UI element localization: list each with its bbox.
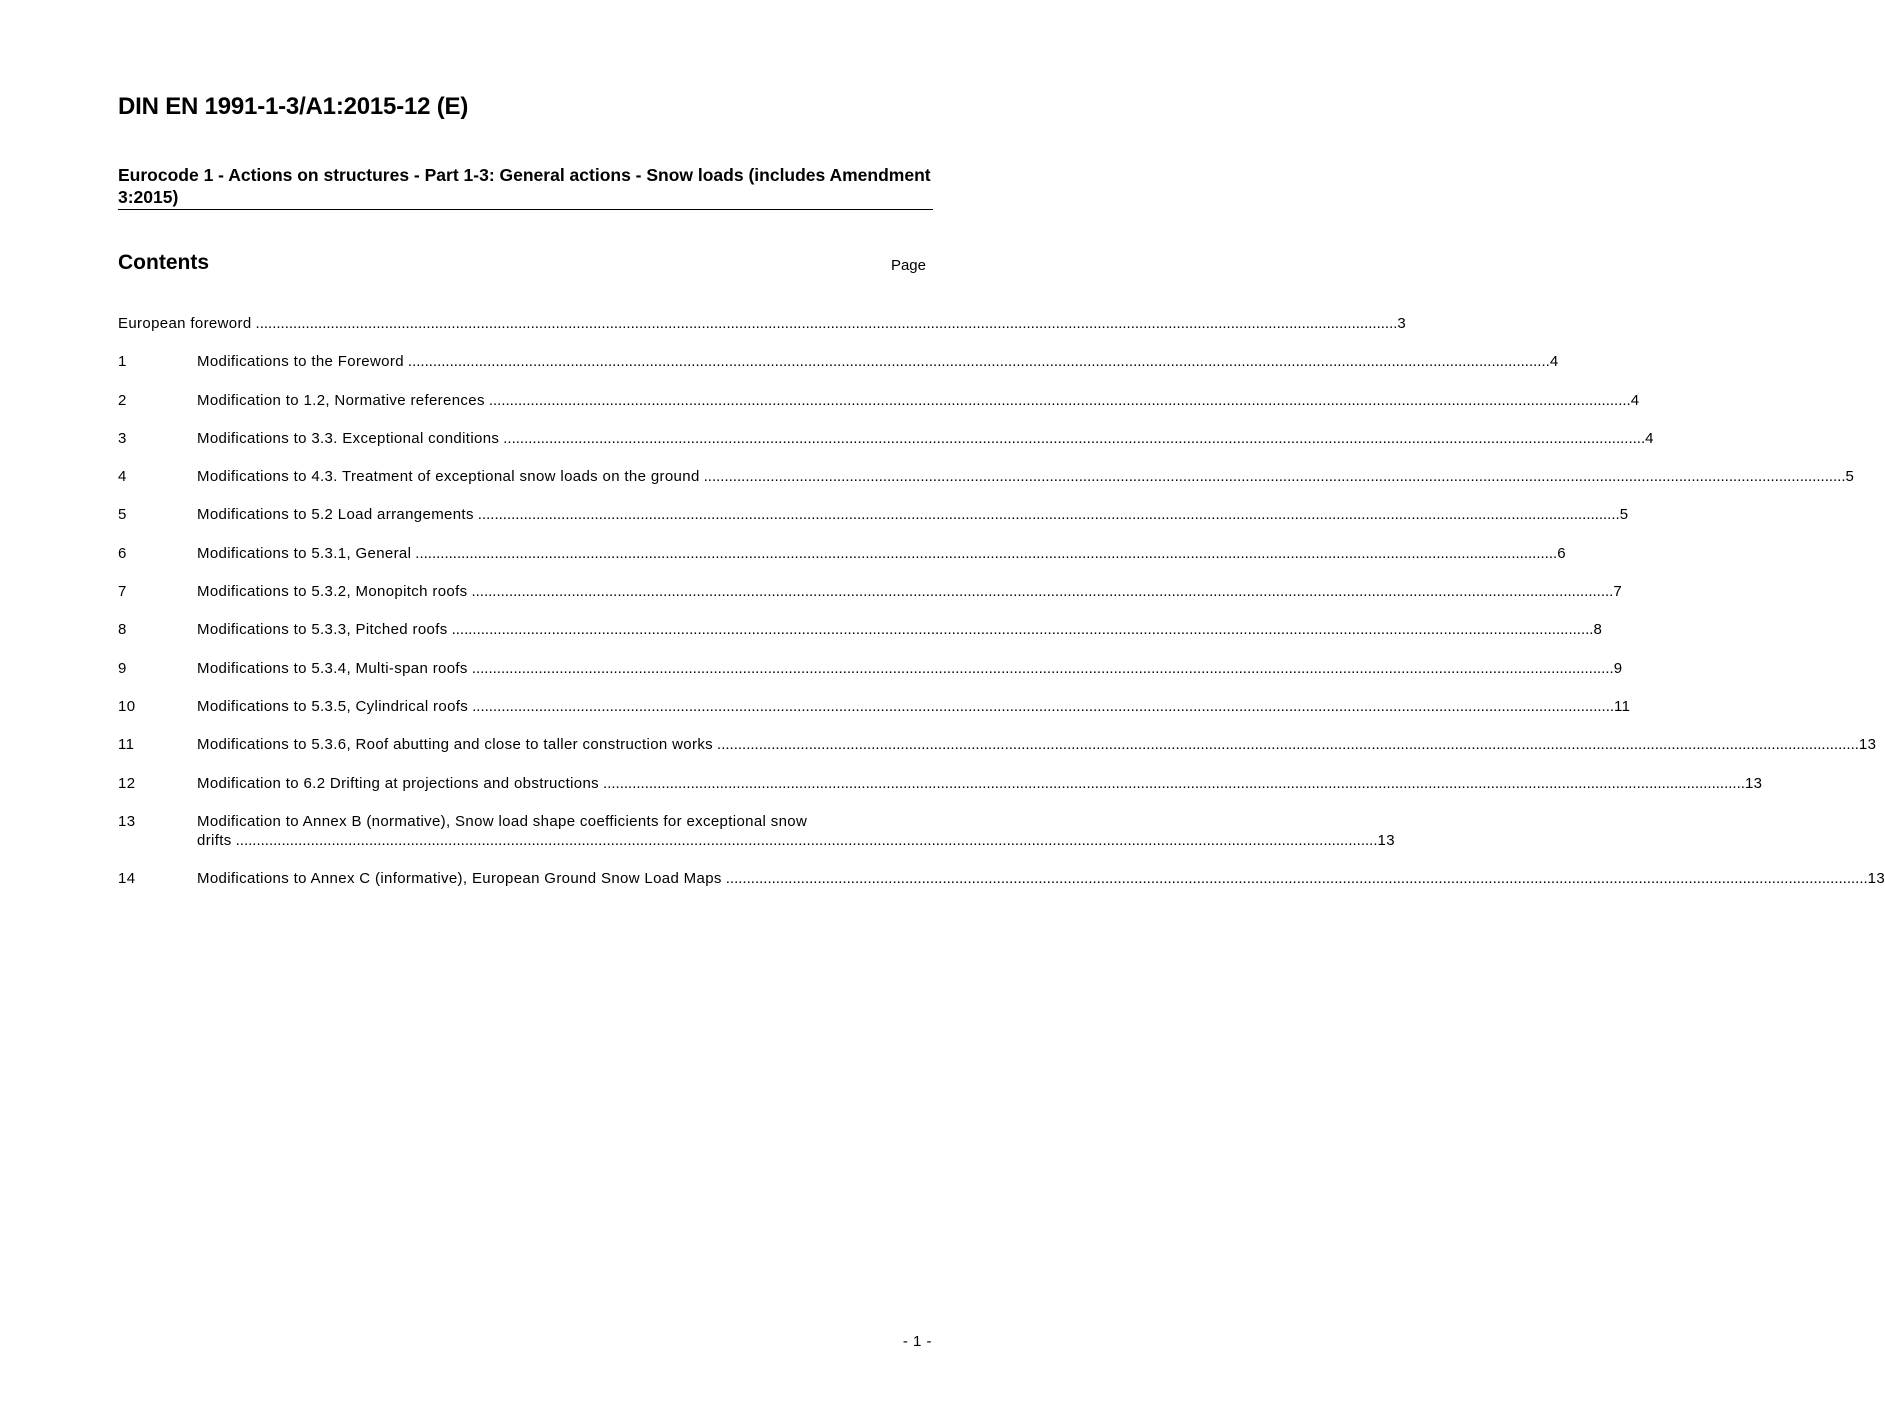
toc-leader-dots (256, 314, 1398, 333)
toc-entry-9[interactable] (118, 659, 1623, 678)
toc-leader-dots (717, 735, 1859, 754)
toc-page-number: 9 (1613, 659, 1623, 677)
toc-entry-title-line-2: drifts (197, 831, 232, 849)
toc-leader-dots (489, 391, 1631, 410)
toc-entry-number: 13 (118, 812, 136, 830)
toc-leader-dots (472, 659, 1614, 678)
toc-page-number: 4 (1645, 429, 1654, 447)
toc-entry-title-line-1: Modification to Annex B (normative), Snow load shape coefficients for exceptional snow (197, 812, 808, 830)
toc-entry-title: Modifications to 3.3. Exceptional conditions (197, 429, 500, 447)
toc-page-number: 6 (1557, 544, 1566, 562)
toc-entry-number: 9 (118, 659, 127, 677)
toc-entry-title: European foreword (118, 315, 252, 332)
toc-page-number: 5 (1845, 468, 1855, 486)
toc-entry-number: 2 (118, 391, 127, 409)
toc-leader-dots (478, 505, 1620, 524)
toc-entry-6[interactable] (118, 544, 1566, 563)
toc-entry-title: Modification to 6.2 Drifting at projections and obstructions (197, 774, 600, 792)
toc-entry-european-foreword[interactable] (118, 314, 1407, 333)
document-subtitle: Eurocode 1 - Actions on structures - Part 1-3: General actions - Snow loads (includes Amendment 3:2015) (118, 164, 933, 210)
toc-entry-title: Modifications to 5.3.4, Multi-span roofs (197, 659, 468, 677)
toc-page-number: 13 (1858, 736, 1877, 754)
toc-entry-title: Modifications to 4.3. Treatment of exceptional snow loads on the ground (197, 468, 700, 486)
footer-page-number: - 1 - (902, 1333, 932, 1350)
toc-entry-title: Modifications to 5.3.3, Pitched roofs (197, 621, 448, 639)
toc-page-number: 4 (1630, 391, 1640, 409)
toc-entry-number: 11 (118, 736, 135, 754)
toc-entry-number: 3 (118, 429, 127, 447)
toc-entry-3[interactable] (118, 429, 1654, 448)
toc-entry-13[interactable] (118, 812, 1395, 850)
toc-page-number: 8 (1593, 621, 1603, 639)
toc-entry-number: 10 (118, 697, 136, 715)
toc-entry-4[interactable] (118, 467, 1855, 486)
toc-entry-title: Modifications to 5.3.1, General (197, 544, 412, 562)
toc-entry-number: 8 (118, 621, 127, 639)
toc-entry-8[interactable] (118, 620, 1603, 639)
table-of-contents (118, 314, 1885, 907)
toc-entry-number: 12 (118, 774, 136, 792)
toc-entry-12[interactable] (118, 774, 1763, 793)
toc-entry-number: 7 (118, 583, 127, 601)
toc-entry-1[interactable] (118, 352, 1559, 371)
toc-page-number: 13 (1867, 870, 1885, 888)
toc-leader-dots (452, 620, 1594, 639)
toc-page-number: 5 (1619, 506, 1629, 524)
toc-leader-dots (471, 582, 1613, 601)
toc-entry-14[interactable] (118, 869, 1885, 888)
document-title: DIN EN 1991-1-3/A1:2015-12 (E) (118, 93, 469, 120)
toc-leader-dots (472, 697, 1614, 716)
toc-page-number: 13 (1744, 774, 1763, 792)
toc-entry-title: Modifications to 5.3.2, Monopitch roofs (197, 583, 468, 601)
toc-leader-dots (603, 774, 1745, 793)
toc-entry-number: 6 (118, 544, 127, 562)
toc-entry-title: Modifications to 5.3.6, Roof abutting and close to taller construction works (197, 736, 714, 754)
contents-heading: Contents (118, 251, 209, 274)
toc-entry-number: 14 (118, 870, 136, 888)
toc-entry-2[interactable] (118, 391, 1640, 410)
toc-entry-title: Modifications to 5.3.5, Cylindrical roofs (197, 697, 469, 715)
toc-page-number: 7 (1613, 583, 1623, 601)
page-column-label: Page (890, 257, 926, 274)
toc-leader-dots (408, 352, 1550, 371)
toc-entry-7[interactable] (118, 582, 1623, 601)
toc-leader-dots (726, 869, 1868, 888)
toc-leader-dots (704, 467, 1846, 486)
toc-entry-number: 1 (118, 353, 127, 371)
toc-entry-title: Modifications to Annex C (informative), European Ground Snow Load Maps (197, 870, 722, 888)
toc-entry-title: Modifications to 5.2 Load arrangements (197, 506, 474, 524)
toc-page-number: 11 (1614, 697, 1631, 715)
toc-entry-number: 5 (118, 506, 127, 524)
toc-page-number: 3 (1397, 315, 1407, 332)
toc-entry-title: Modifications to the Foreword (197, 353, 404, 371)
toc-entry-10[interactable] (118, 697, 1631, 716)
toc-page-number: 4 (1549, 353, 1559, 371)
toc-leader-dots (236, 831, 1378, 850)
toc-leader-dots (415, 544, 1557, 563)
toc-entry-title: Modification to 1.2, Normative references (197, 391, 485, 409)
toc-entry-number: 4 (118, 468, 127, 486)
toc-leader-dots (503, 429, 1645, 448)
toc-entry-5[interactable] (118, 505, 1629, 524)
toc-page-number: 13 (1377, 831, 1395, 849)
toc-entry-11[interactable] (118, 735, 1877, 754)
